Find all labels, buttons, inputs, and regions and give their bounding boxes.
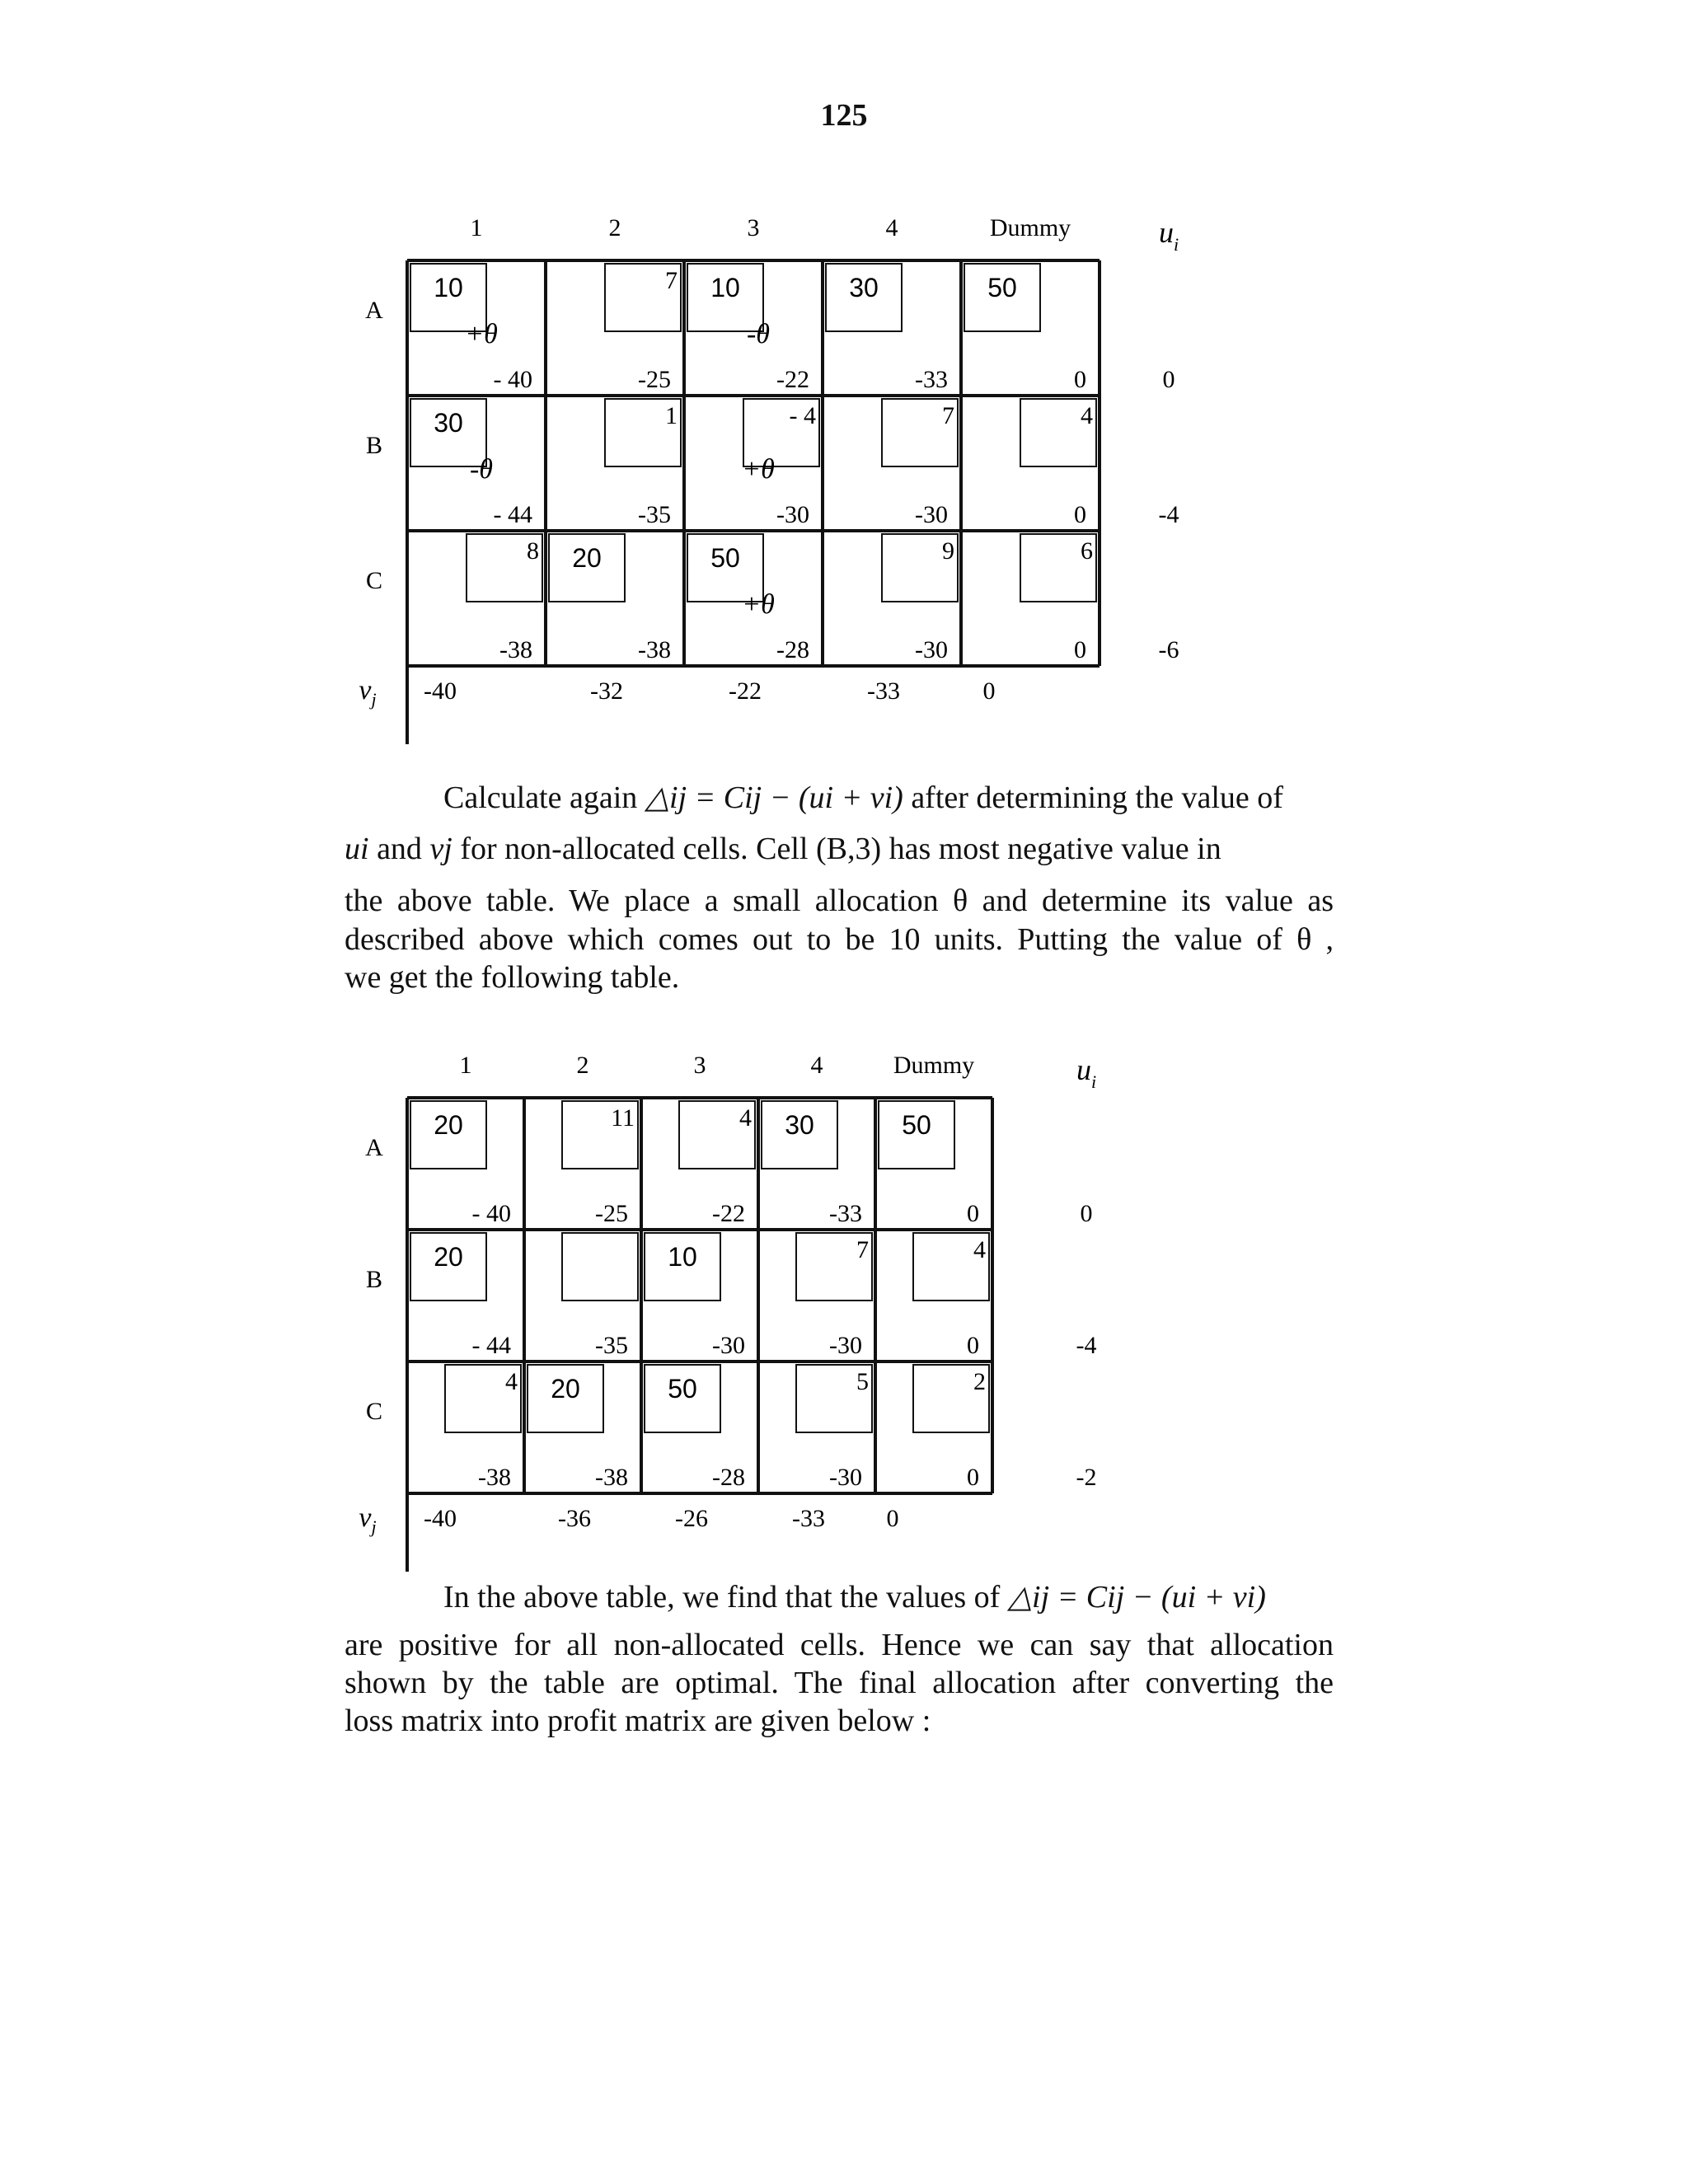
t1-cell-C4-delta: 9 bbox=[942, 537, 954, 565]
t1-cell-A2-delta: 7 bbox=[665, 267, 678, 294]
paragraph-2 bbox=[345, 1578, 1334, 1768]
t2-cell-B5-delta: 4 bbox=[973, 1236, 986, 1263]
t2-col-header-4: 4 bbox=[810, 1052, 823, 1079]
t1-cell-A5-allocation: 50 bbox=[987, 273, 1017, 302]
t2-cell-A3-cost: -22 bbox=[712, 1200, 745, 1227]
t1-v-value-5: 0 bbox=[982, 677, 996, 705]
t2-col-header-1: 1 bbox=[459, 1052, 472, 1079]
t1-cell-C2-cost: -38 bbox=[638, 636, 671, 663]
t1-cell-B1-theta-mark: -θ bbox=[469, 454, 494, 485]
t2-col-header-5: Dummy bbox=[893, 1052, 975, 1079]
t1-cell-B4-delta: 7 bbox=[942, 402, 954, 429]
t2-cell-C4-delta: 5 bbox=[856, 1368, 869, 1395]
t2-cell-B4-delta: 7 bbox=[856, 1236, 869, 1263]
t1-v-value-4: -33 bbox=[867, 677, 900, 705]
t2-cell-B1-allocation: 20 bbox=[434, 1242, 463, 1272]
t1-cell-A4-cost: -33 bbox=[915, 366, 948, 393]
t2-cell-C2-cost: -38 bbox=[595, 1464, 628, 1491]
t1-u-value-A: 0 bbox=[1162, 366, 1175, 393]
paragraph-2-line1-start: In the above table, we find that the values of bbox=[443, 1580, 1001, 1615]
t1-cell-C3-allocation: 50 bbox=[710, 543, 740, 573]
t2-u-value-C: -2 bbox=[1076, 1464, 1097, 1491]
paragraph-1-line3: the above table. We place a small allocation θ and determine its value as bbox=[345, 883, 1334, 918]
t2-v-value-4: -33 bbox=[792, 1505, 825, 1532]
t1-cell-C1-cost: -38 bbox=[499, 636, 532, 663]
t2-cell-B2-delta-box bbox=[562, 1233, 638, 1301]
t2-cell-C5-delta: 2 bbox=[973, 1368, 986, 1395]
t1-cell-B3-delta: - 4 bbox=[789, 402, 816, 429]
and-word: and bbox=[377, 832, 422, 866]
t1-v-label: $v_j$ bbox=[359, 675, 377, 710]
t1-col-header-2: 2 bbox=[608, 214, 621, 241]
t2-cell-A1-allocation: 20 bbox=[434, 1110, 463, 1140]
t1-cell-B5-cost: 0 bbox=[1074, 501, 1086, 528]
t1-v-value-2: -32 bbox=[590, 677, 623, 705]
t1-cell-C4-cost: -30 bbox=[915, 636, 948, 663]
paragraph-2-line4: loss matrix into profit matrix are given below : bbox=[345, 1704, 931, 1738]
t1-cell-B3-cost: -30 bbox=[776, 501, 809, 528]
t2-cell-C1-delta: 4 bbox=[505, 1368, 518, 1395]
t1-u-value-C: -6 bbox=[1158, 636, 1179, 663]
t2-cell-C2-allocation: 20 bbox=[551, 1374, 580, 1404]
t1-cell-A3-allocation: 10 bbox=[710, 273, 740, 302]
t1-cell-B3-theta-mark: +θ bbox=[742, 454, 775, 485]
t2-cell-A4-allocation: 30 bbox=[785, 1110, 814, 1140]
t2-v-value-5: 0 bbox=[886, 1505, 899, 1532]
t1-col-header-5: Dummy bbox=[989, 214, 1071, 241]
t1-v-value-3: -22 bbox=[729, 677, 762, 705]
t2-cell-A3-delta: 4 bbox=[739, 1104, 752, 1132]
t1-v-value-1: -40 bbox=[424, 677, 457, 705]
t1-row-label-B: B bbox=[365, 432, 383, 459]
t2-row-label-B: B bbox=[365, 1266, 383, 1293]
t1-cell-A5-cost: 0 bbox=[1074, 366, 1086, 393]
t2-cell-B4-cost: -30 bbox=[829, 1332, 862, 1359]
t2-cell-C4-cost: -30 bbox=[829, 1464, 862, 1491]
t1-cell-A1-allocation: 10 bbox=[434, 273, 463, 302]
t2-u-header: $u_i$ bbox=[1076, 1053, 1097, 1092]
t2-cell-B1-cost: - 44 bbox=[471, 1332, 511, 1359]
t1-cell-B1-allocation: 30 bbox=[434, 408, 463, 438]
paragraph-2-line3: shown by the table are optimal. The final allocation after converting the bbox=[345, 1666, 1334, 1700]
paragraph-1-line1-end: after determining the value of bbox=[911, 780, 1283, 815]
t1-cell-A3-cost: -22 bbox=[776, 366, 809, 393]
t1-cell-A3-theta-mark: -θ bbox=[746, 319, 771, 349]
paragraph-1-line4: described above which comes out to be 10 units. Putting the value of θ , bbox=[345, 922, 1334, 957]
delta-formula-2: △ij = Cij − (ui + vi) bbox=[1007, 1580, 1266, 1615]
t2-u-value-A: 0 bbox=[1080, 1200, 1093, 1227]
t1-col-header-3: 3 bbox=[747, 214, 760, 241]
t2-cell-A4-cost: -33 bbox=[829, 1200, 862, 1227]
t2-v-value-3: -26 bbox=[675, 1505, 708, 1532]
t2-row-label-A: A bbox=[365, 1134, 383, 1161]
t2-cell-A5-allocation: 50 bbox=[902, 1110, 931, 1140]
t1-cell-A2-cost: -25 bbox=[638, 366, 671, 393]
t2-cell-B2-cost: -35 bbox=[595, 1332, 628, 1359]
t1-u-value-B: -4 bbox=[1158, 501, 1179, 528]
t2-cell-B5-cost: 0 bbox=[967, 1332, 979, 1359]
delta-formula: △ij = Cij − (ui + vi) bbox=[645, 780, 903, 815]
t1-col-header-1: 1 bbox=[470, 214, 483, 241]
t1-cell-C5-cost: 0 bbox=[1074, 636, 1086, 663]
t2-cell-C3-allocation: 50 bbox=[668, 1374, 697, 1404]
t2-v-value-2: -36 bbox=[558, 1505, 591, 1532]
paragraph-1-line1-start: Calculate again bbox=[443, 780, 638, 815]
t2-col-header-3: 3 bbox=[693, 1052, 706, 1079]
t1-cell-C3-cost: -28 bbox=[776, 636, 809, 663]
t1-cell-B1-cost: - 44 bbox=[493, 501, 532, 528]
t2-cell-A1-cost: - 40 bbox=[471, 1200, 511, 1227]
t2-cell-C3-cost: -28 bbox=[712, 1464, 745, 1491]
t2-v-value-1: -40 bbox=[424, 1505, 457, 1532]
t2-cell-A5-cost: 0 bbox=[967, 1200, 979, 1227]
paragraph-2-line2: are positive for all non-allocated cells. Hence we can say that allocation bbox=[345, 1628, 1334, 1662]
t2-cell-C1-cost: -38 bbox=[478, 1464, 511, 1491]
t1-cell-B4-cost: -30 bbox=[915, 501, 948, 528]
t1-cell-A1-cost: - 40 bbox=[493, 366, 532, 393]
t1-cell-C5-delta: 6 bbox=[1081, 537, 1093, 565]
t1-cell-B2-delta: 1 bbox=[665, 402, 678, 429]
t2-cell-B3-cost: -30 bbox=[712, 1332, 745, 1359]
t2-row-label-C: C bbox=[365, 1398, 383, 1425]
t1-cell-C3-theta-mark: +θ bbox=[742, 589, 775, 620]
t2-col-header-2: 2 bbox=[576, 1052, 589, 1079]
t2-cell-A2-cost: -25 bbox=[595, 1200, 628, 1227]
t2-cell-C5-cost: 0 bbox=[967, 1464, 979, 1491]
t1-cell-A4-allocation: 30 bbox=[849, 273, 879, 302]
t1-cell-C1-delta: 8 bbox=[527, 537, 539, 565]
t1-cell-B2-cost: -35 bbox=[638, 501, 671, 528]
t2-v-label: $v_j$ bbox=[359, 1502, 377, 1537]
t1-row-label-A: A bbox=[365, 297, 383, 324]
t2-cell-B3-allocation: 10 bbox=[668, 1242, 697, 1272]
t1-u-header: $u_i$ bbox=[1158, 216, 1179, 255]
t1-cell-B5-delta: 4 bbox=[1081, 402, 1093, 429]
t1-cell-C2-allocation: 20 bbox=[572, 543, 602, 573]
paragraph-1-line5: we get the following table. bbox=[345, 960, 680, 995]
t1-cell-A1-theta-mark: +θ bbox=[465, 319, 498, 349]
t2-u-value-B: -4 bbox=[1076, 1332, 1097, 1359]
paragraph-1-line2: for non-allocated cells. Cell (B,3) has most negative value in bbox=[460, 832, 1221, 866]
v-variable: vj bbox=[429, 832, 452, 866]
t1-col-header-4: 4 bbox=[885, 214, 898, 241]
t1-row-label-C: C bbox=[365, 567, 383, 594]
page-number: 125 bbox=[820, 98, 868, 133]
t2-cell-A2-delta: 11 bbox=[611, 1104, 635, 1132]
u-variable: ui bbox=[345, 832, 369, 866]
